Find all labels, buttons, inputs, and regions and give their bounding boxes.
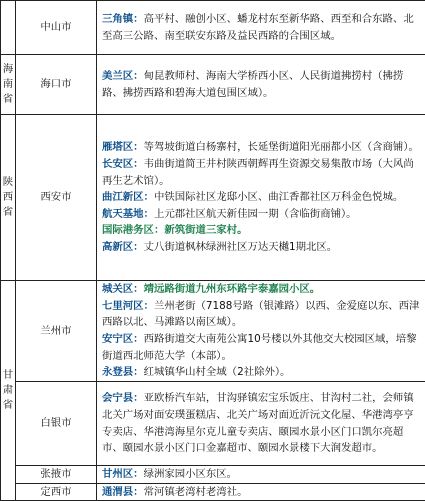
table-row — [1, 281, 425, 382]
district-label: 永登县： — [102, 366, 144, 378]
city-cell: 张掖市 — [16, 466, 97, 484]
areas-cell — [97, 115, 425, 281]
area-text: 红城镇华山村全域（2社除外）。 — [144, 366, 291, 378]
city-cell: 中山市 — [16, 1, 97, 55]
district-label: 美兰区： — [102, 70, 144, 82]
district-label: 安宁区： — [102, 333, 144, 345]
area-text: 绿洲家园小区东区。 — [144, 468, 238, 480]
area-text: 西路街道交大南苑公寓10号楼以外其他交大校园区域，培黎街道西北师范大学（本部）。 — [102, 333, 417, 362]
areas-cell — [97, 483, 425, 501]
district-label: 通渭县： — [102, 486, 144, 498]
table-row — [1, 1, 425, 55]
district-label: 长安区： — [102, 158, 144, 170]
district-label: 城关区： — [102, 283, 144, 295]
city-cell: 定西市 — [16, 483, 97, 501]
area-text: 中铁国际社区龙邸小区、曲江香都社区万科金色悦城。 — [154, 191, 403, 203]
district-label: 国际港务区： — [102, 224, 164, 236]
table-row — [1, 483, 425, 501]
province-cell: 陕西省 — [1, 115, 16, 281]
district-label: 甘州区： — [102, 468, 144, 480]
area-text: 高平村、融创小区、蟠龙村东至新华路、西至和合东路、北至高三公路、南至联安东路及益民西路的合围区域。 — [102, 13, 414, 42]
areas-cell — [97, 55, 425, 115]
area-text: 韦曲街道简王井村陕西朝辉再生资源交易集散市场（大风尚再生艺术馆）。 — [102, 158, 414, 187]
city-cell: 西安市 — [16, 115, 97, 281]
district-label: 曲江新区： — [102, 191, 154, 203]
area-text: 丈八街道枫林绿洲社区万达天樾1期北区。 — [144, 241, 338, 253]
table-row — [1, 55, 425, 115]
province-cell — [1, 1, 16, 55]
district-label: 航天基地： — [102, 208, 154, 220]
area-text: 亚欧桥汽车站，甘沟驿镇宏宝乐饭庄、甘沟村二社，会师镇北关广场对面安璞蛋糕店、北关广场对面近沂沅文化屋、华港湾亭亨专卖店、华港湾海星尔克儿童专卖店、颐园水景小区门口凯尔亮超市、颐园水景小区门口金嘉超市、颐园水景楼下大润发超市。 — [102, 392, 414, 454]
area-text: 等驾坡街道白杨寨村，长延堡街道阳光丽都小区（含商铺）。 — [144, 141, 419, 153]
district-label: 七里河区： — [102, 300, 154, 312]
province-cell: 甘肃省 — [1, 281, 16, 501]
areas-cell — [97, 281, 425, 382]
area-text: 甸昆教师村、海南大学桥西小区、人民街道拂捞村（拂捞路、拂捞西路和碧海大道包围区域）。 — [102, 70, 403, 99]
province-cell: 海南省 — [1, 55, 16, 115]
table-row — [1, 466, 425, 484]
area-text: 靖远路街道九州东环路宇泰嘉园小区。 — [144, 283, 321, 295]
area-text: 兰州老街（7188号路（银滩路）以西、金爱庭以东、西津西路以北、马滩路以南区域）。 — [102, 300, 419, 329]
area-text: 新筑街道三家村。 — [164, 224, 247, 236]
area-text: 常河镇老湾村老湾社。 — [144, 486, 248, 498]
district-label: 高新区： — [102, 241, 144, 253]
city-cell: 兰州市 — [16, 281, 97, 382]
area-text: 上元郡社区航天新佳园一期（含临街商铺）。 — [154, 208, 357, 220]
district-label: 会宁县： — [102, 392, 144, 404]
city-cell: 海口市 — [16, 55, 97, 115]
district-label: 三角镇： — [102, 13, 144, 25]
areas-cell — [97, 466, 425, 484]
table-row — [1, 382, 425, 466]
city-cell: 白银市 — [16, 382, 97, 466]
areas-cell — [97, 1, 425, 55]
areas-cell — [97, 382, 425, 466]
district-label: 雁塔区： — [102, 141, 144, 153]
table-row — [1, 115, 425, 281]
